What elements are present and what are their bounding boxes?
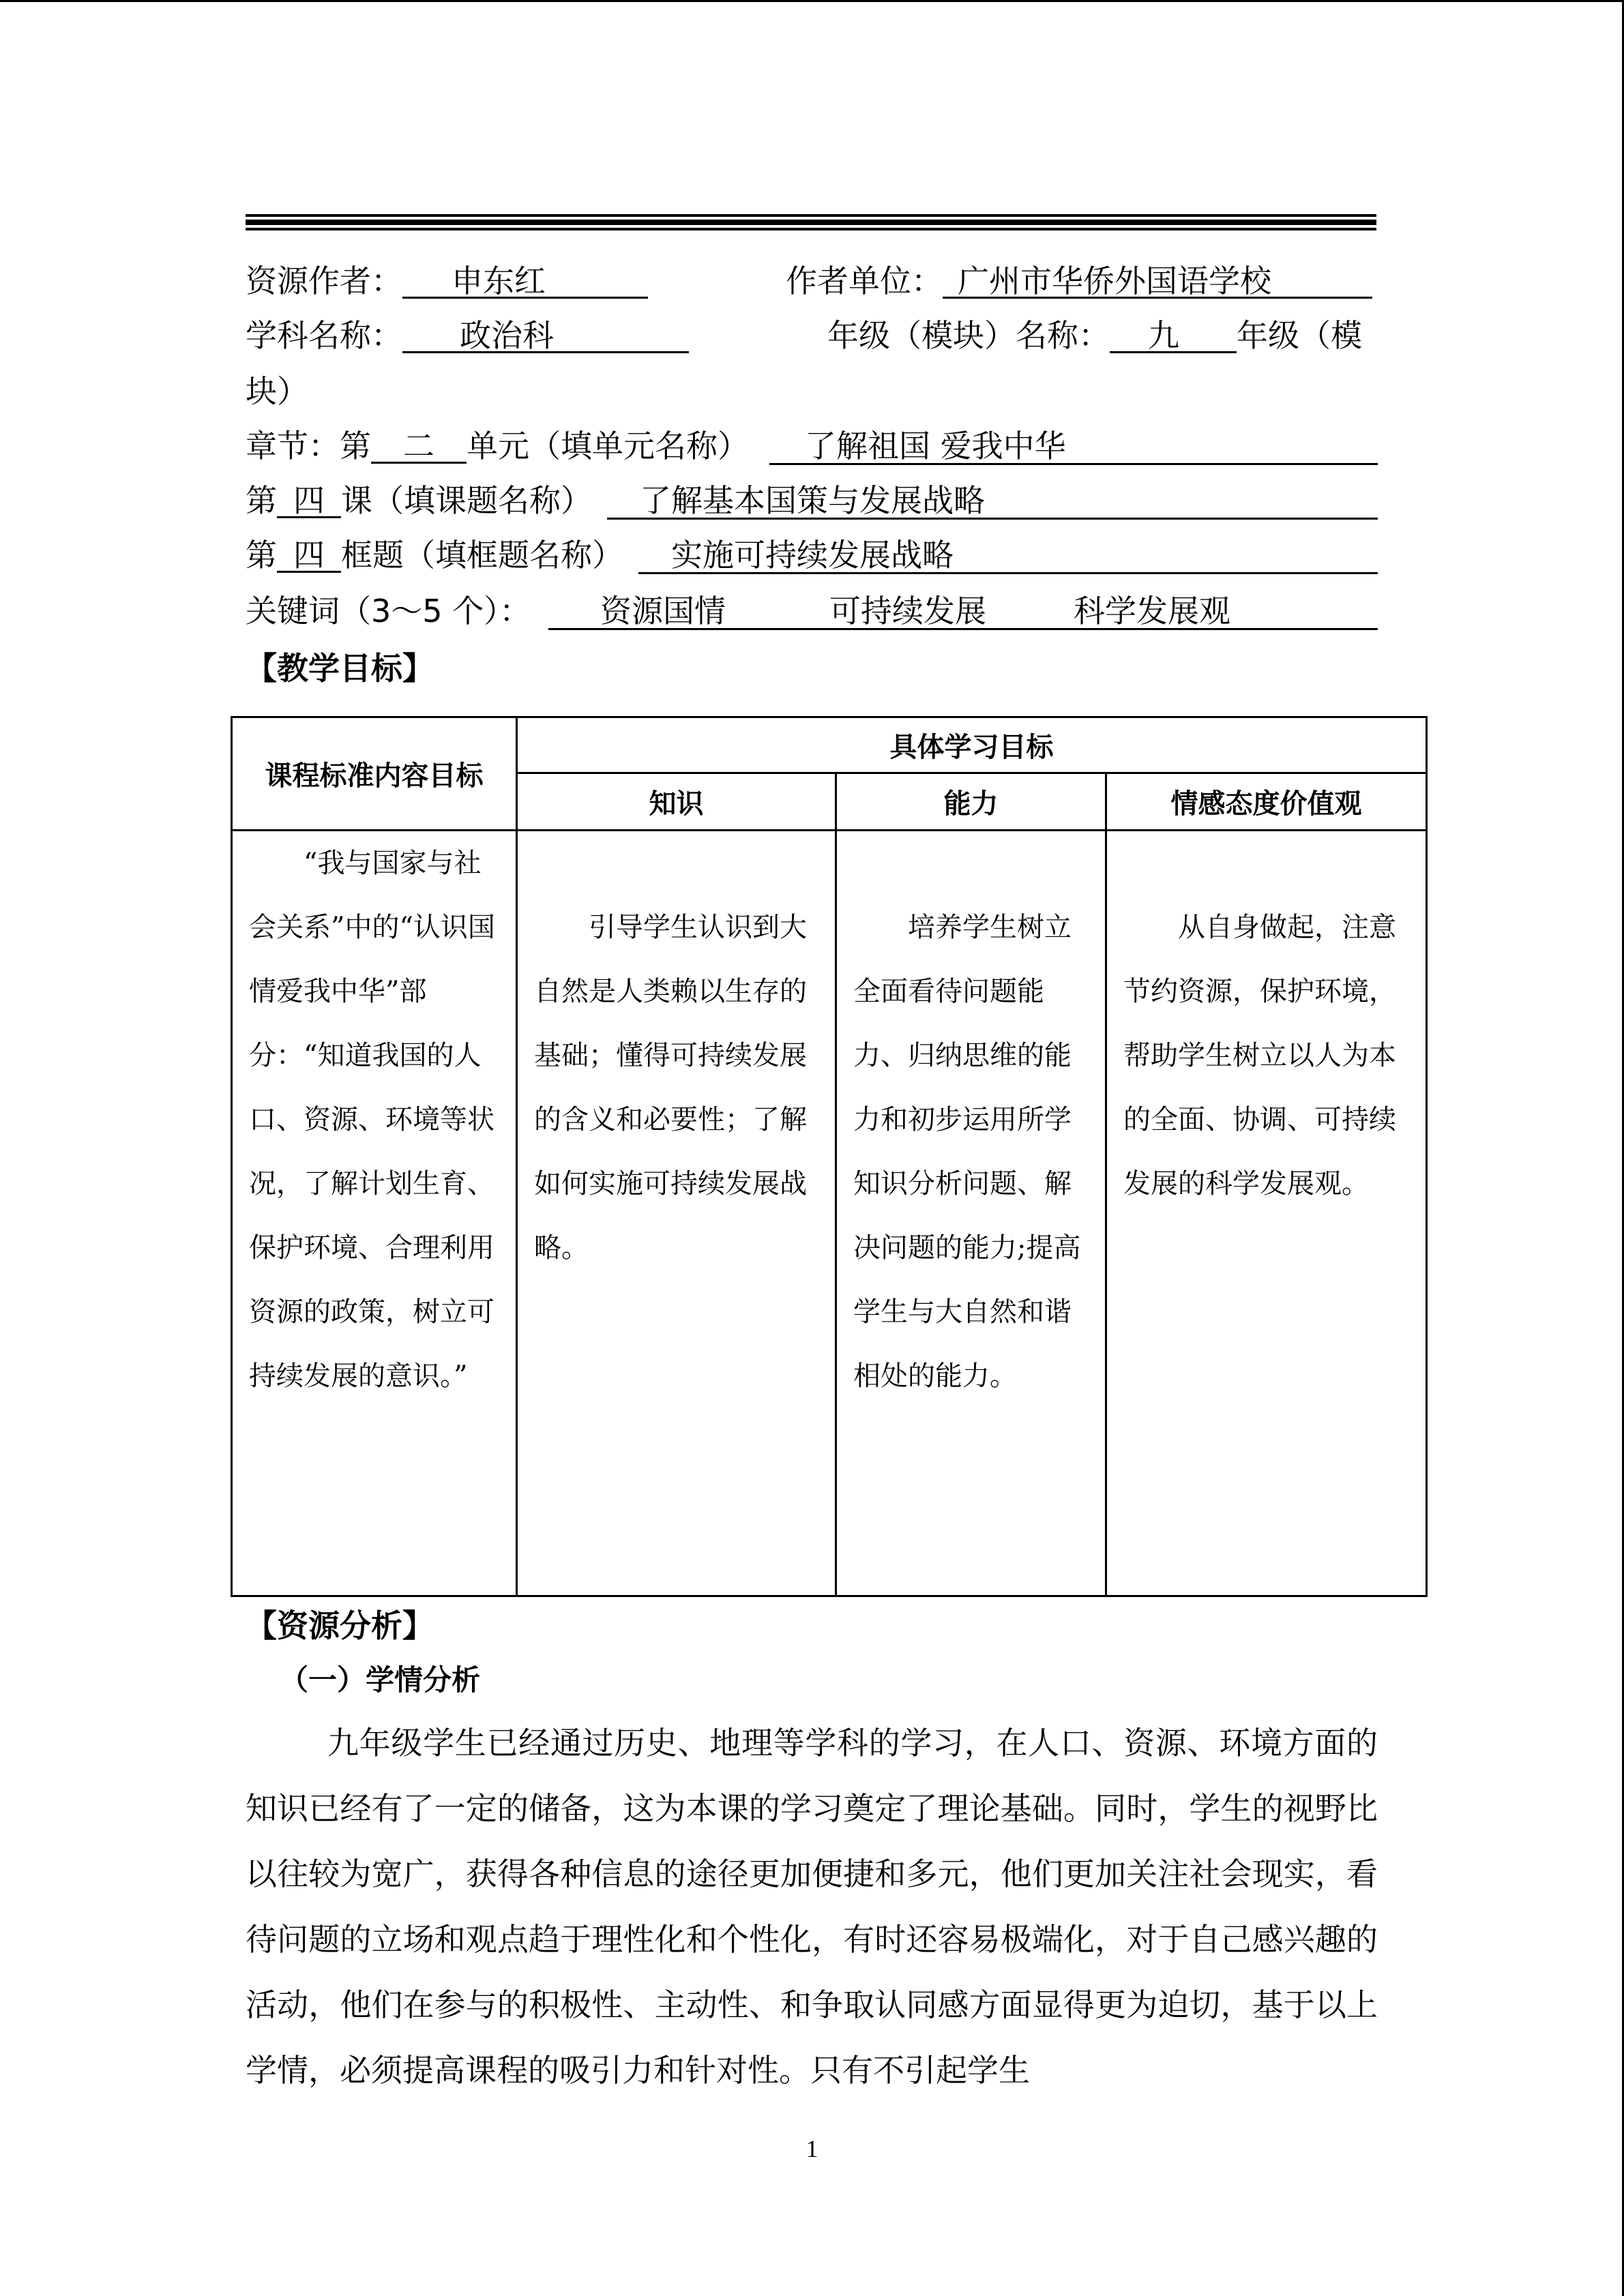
author-label: 资源作者： (246, 263, 402, 299)
col-header-ability: 能力 (836, 773, 1106, 831)
standard-text: “我与国家与社会关系”中的“认识国情爱我中华”部分：“知道我国的人口、资源、环境等状况，了解计划生育、保护环境、合理利用资源的政策，树立可持续发展的意识。” (249, 848, 495, 1392)
keyword-3: 科学发展观 (1074, 593, 1230, 629)
attitude-text: 从自身做起，注意节约资源，保护环境，帮助学生树立以人为本的全面、协调、可持续发展的科学发展观。 (1123, 912, 1396, 1199)
grade-field (1110, 316, 1237, 353)
keywords-label: 关键词（3～5 个）： (246, 593, 531, 629)
lesson-mid: 课（填课题名称） (341, 482, 592, 519)
learner-analysis-subheading: （一）学情分析 (280, 1663, 481, 1697)
unit-field (943, 262, 1372, 299)
col-header-knowledge: 知识 (517, 773, 836, 831)
keyword-1: 资源国情 (600, 593, 726, 629)
lesson-prefix: 第 (246, 482, 277, 519)
header-rule-thin-bottom (246, 228, 1376, 230)
keywords-field (548, 592, 1378, 630)
cell-standard (232, 831, 517, 1596)
subject-field (402, 316, 689, 353)
resource-analysis-heading: 【资源分析】 (246, 1607, 434, 1644)
cell-ability (836, 831, 1106, 1596)
frame-prefix: 第 (246, 537, 277, 573)
chapter-name-field (769, 427, 1378, 465)
grade-suffix-line (246, 372, 308, 411)
lesson-no: 四 (293, 482, 325, 519)
author-value: 申东红 (452, 263, 546, 299)
ability-text: 培养学生树立全面看待问题能力、归纳思维的能力和初步运用所学知识分析问题、解决问题的能力;提高学生与大自然和谐相处的能力。 (853, 912, 1081, 1392)
chapter-unit-no: 二 (403, 428, 434, 464)
grade-line (827, 316, 1362, 355)
frame-mid: 框题（填框题名称） (341, 537, 623, 573)
teaching-goals-table (231, 716, 1428, 1597)
header-rule-thin-top (246, 214, 1376, 217)
page-number: 1 (806, 2135, 818, 2162)
cell-knowledge (517, 831, 836, 1596)
grade-value: 九 (1148, 317, 1179, 354)
knowledge-text: 引导学生认识到大自然是人类赖以生存的基础；懂得可持续发展的含义和必要性；了解如何实施可持续发展战略。 (534, 912, 807, 1264)
col-header-standard: 课程标准内容目标 (232, 717, 517, 831)
grade-label: 年级（模块）名称： (827, 317, 1110, 354)
col-header-specific: 具体学习目标 (517, 717, 1427, 773)
unit-value: 广州市华侨外国语学校 (958, 263, 1271, 299)
teaching-goals-heading: 【教学目标】 (246, 650, 434, 687)
chapter-prefix: 章节：第 (246, 428, 371, 464)
keyword-2: 可持续发展 (829, 593, 986, 629)
grade-suffix: 年级（模 (1237, 317, 1362, 354)
author-field (402, 262, 648, 299)
subject-line (246, 316, 689, 355)
grade-suffix-2: 块） (246, 373, 308, 410)
frame-no: 四 (293, 537, 325, 573)
author-line (246, 262, 648, 300)
unit-label: 作者单位： (786, 263, 943, 299)
keywords-line (246, 592, 531, 630)
lesson-line (246, 481, 592, 520)
lesson-no-field (277, 481, 341, 518)
chapter-line (246, 427, 749, 465)
subject-value: 政治科 (460, 317, 554, 354)
lesson-name: 了解基本国策与发展战略 (640, 482, 985, 519)
frame-name: 实施可持续发展战略 (671, 537, 954, 573)
col-header-attitude: 情感态度价值观 (1106, 773, 1427, 831)
chapter-unit-no-field (371, 427, 467, 464)
subject-label: 学科名称： (246, 317, 402, 354)
chapter-mid: 单元（填单元名称） (467, 428, 749, 464)
unit-line (786, 262, 1372, 300)
frame-no-field (277, 536, 341, 573)
learner-analysis-paragraph: 九年级学生已经通过历史、地理等学科的学习，在人口、资源、环境方面的知识已经有了一定的储备，这为本课的学习奠定了理论基础。同时，学生的视野比以往较为宽广，获得各种信息的途径更加便捷和多元，他们更加关注社会现实，看待问题的立场和观点趋于理性化和个性化，有时还容易极端化，对于自己感兴趣的活动，他们在参与的积极性、主动性、和争取认同感方面显得更为迫切，基于以上学情，必须提高课程的吸引力和针对性。只有不引起学生 (246, 1725, 1378, 2089)
frame-name-field (638, 536, 1378, 574)
cell-attitude (1106, 831, 1427, 1596)
page-border-top (0, 0, 1624, 2)
header-rule-thick (246, 220, 1376, 225)
chapter-unit-name: 了解祖国 爱我中华 (805, 428, 1066, 464)
lesson-name-field (607, 481, 1378, 520)
frame-line (246, 536, 623, 574)
